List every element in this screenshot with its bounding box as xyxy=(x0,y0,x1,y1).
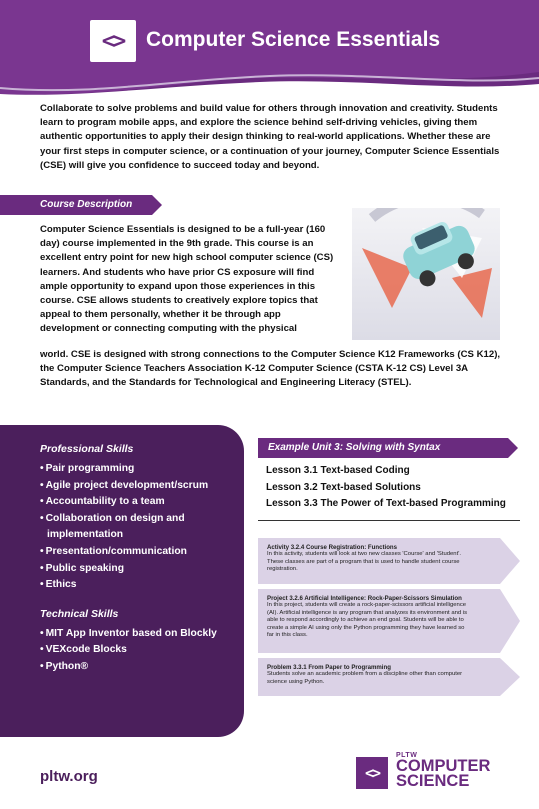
list-item: • Agile project development/scrum xyxy=(40,478,240,495)
technical-skills-heading: Technical Skills xyxy=(40,607,119,620)
lesson-item: Lesson 3.3 The Power of Text-based Programming xyxy=(266,498,506,510)
activity-title: Activity 3.2.4 Course Registration: Functions xyxy=(267,544,398,551)
brand-line-1: COMPUTER xyxy=(396,757,491,775)
divider xyxy=(258,520,520,521)
project-title: Project 3.2.6 Artificial Intelligence: Rock-Paper-Scissors Simulation xyxy=(267,595,462,602)
list-item: • Presentation/communication xyxy=(40,544,240,561)
website-link[interactable]: pltw.org xyxy=(40,768,98,785)
car-illustration-icon xyxy=(352,208,500,340)
list-item: • Collaboration on design and implementation xyxy=(40,511,240,544)
technical-skills-list xyxy=(40,626,240,676)
activity-card xyxy=(258,538,500,584)
skills-panel xyxy=(0,425,244,737)
lesson-item: Lesson 3.2 Text-based Solutions xyxy=(266,481,421,493)
professional-skills-heading: Professional Skills xyxy=(40,443,134,455)
list-item: • Public speaking xyxy=(40,561,240,578)
code-logo-icon: <> xyxy=(90,20,136,62)
course-description-text-2: world. CSE is designed with strong connections to the Computer Science K12 Frameworks (CS K12), the Computer Science Teachers Association K-12 Computer Science (CSTA K-12 CS) Level 3A Standards, and the Standards for Technological and Engineering Literacy (STEL). xyxy=(40,349,501,389)
intro-paragraph: Collaborate to solve problems and build value for others through innovation and creativity. Students learn to program mobile apps, and explore the science behind self-driving vehicles, giving them authentic opportunities to apply their design thinking to real-world applications. Whether these are your first steps in computer science, or a continuation of your journey, Computer Science Essentials (CSE) will give you confidence to succeed today and beyond. xyxy=(40,103,500,171)
professional-skills-list xyxy=(40,461,240,594)
list-item: • Ethics xyxy=(40,577,240,594)
example-unit-heading: Example Unit 3: Solving with Syntax xyxy=(258,438,508,458)
brand-line-2: SCIENCE xyxy=(396,772,470,790)
activity-text: In this activity, students will look at two new classes 'Course' and 'Student'. These classes are part of a program that is used to handle student course registration. xyxy=(267,551,461,573)
list-item: • VEXcode Blocks xyxy=(40,642,240,659)
problem-card xyxy=(258,658,500,696)
pltw-code-logo-icon: <> xyxy=(356,757,388,789)
list-item: • Python® xyxy=(40,659,240,676)
brand-small-text: PLTW xyxy=(396,752,418,759)
lesson-item: Lesson 3.1 Text-based Coding xyxy=(266,465,410,476)
project-card xyxy=(258,589,500,653)
list-item: • Accountability to a team xyxy=(40,494,240,511)
page-title: Computer Science Essentials xyxy=(146,28,441,51)
problem-title: Problem 3.3.1 From Paper to Programming xyxy=(267,664,391,671)
header-banner xyxy=(0,0,539,100)
pltw-brand-logo xyxy=(396,752,490,789)
self-driving-car-image xyxy=(352,208,500,340)
list-item: • Pair programming xyxy=(40,461,240,478)
course-description-text-1: Computer Science Essentials is designed to be a full-year (160 day) course implemented in the 9th grade. This course is an excellent entry point for new high school computer science (CS) learners. And students who have prior CS exposure will find ample opportunity to expand upon those experiences in this course. CSE allows students to creatively explore topics that appeal to them personally, whether it be through app development or connecting computing with the physical xyxy=(40,224,334,335)
project-text: In this project, students will create a rock-paper-scissors artificial intelligence (AI). Artificial intelligence is any program that analyzes its environment and is able to respond accordingly to achieve an end goal. Students will be able to create a simple AI using only the Python programming they have learned so far in this class. xyxy=(267,602,468,639)
problem-text: Students solve an academic problem from a discipline other than computer science using Python. xyxy=(267,671,463,685)
list-item: • MIT App Inventor based on Blockly xyxy=(40,626,240,643)
lesson-list xyxy=(266,463,506,513)
course-description-heading: Course Description xyxy=(0,195,152,215)
